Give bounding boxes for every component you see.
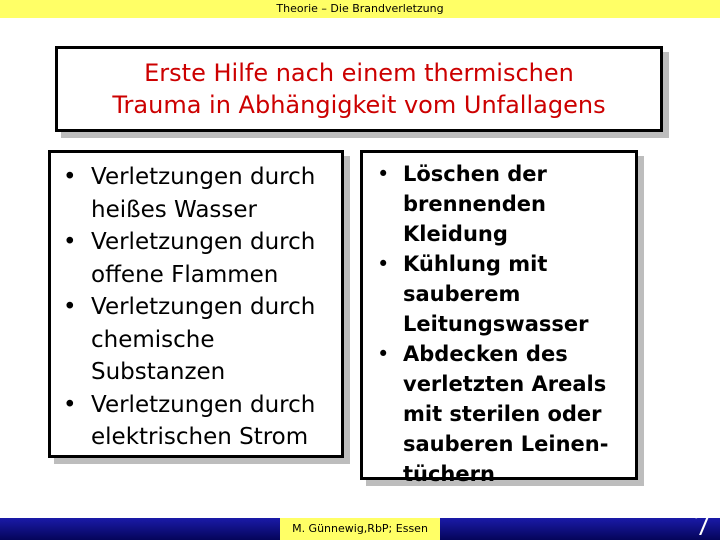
list-item-line: Löschen der bbox=[403, 162, 547, 186]
list-item bbox=[369, 159, 629, 249]
page-number: 7 bbox=[692, 508, 712, 543]
list-item-line: Leitungswasser bbox=[403, 312, 589, 336]
list-item-line: Verletzungen durch bbox=[91, 391, 316, 418]
list-item bbox=[59, 226, 335, 291]
list-item-line: chemische bbox=[91, 326, 215, 353]
bullet-icon: • bbox=[63, 294, 77, 320]
list-item-line: sauberem bbox=[403, 282, 521, 306]
list-item-line: Verletzungen durch bbox=[91, 229, 316, 255]
list-item-line: heißes Wasser bbox=[91, 196, 257, 223]
bullet-icon: • bbox=[377, 342, 390, 366]
bullet-icon: • bbox=[63, 391, 77, 418]
slide-title-line-2: Trauma in Abhängigkeit vom Unfallagens bbox=[112, 91, 606, 119]
list-item-line: offene Flammen bbox=[91, 261, 279, 288]
list-item-line: Verletzungen durch bbox=[91, 164, 316, 190]
causes-box bbox=[48, 150, 344, 458]
first-aid-box bbox=[360, 150, 638, 486]
bullet-icon: • bbox=[377, 252, 390, 276]
first-aid-list bbox=[363, 153, 635, 489]
list-item-line: elektrischen Strom bbox=[91, 424, 309, 450]
bullet-icon: • bbox=[377, 162, 390, 186]
list-item bbox=[59, 291, 335, 389]
list-item-line: Kleidung bbox=[403, 222, 508, 246]
header-title: Theorie – Die Brandverletzung bbox=[276, 2, 444, 15]
footer-author: M. Günnewig,RbP; Essen bbox=[280, 518, 440, 540]
list-item-line: Verletzungen durch bbox=[91, 294, 316, 320]
list-item-line: Abdecken des bbox=[403, 342, 568, 366]
list-item bbox=[59, 161, 335, 226]
list-item-line: brennenden bbox=[403, 192, 546, 216]
causes-list bbox=[51, 153, 341, 454]
list-item bbox=[59, 389, 335, 454]
list-item bbox=[369, 339, 629, 489]
list-item-line: mit sterilen oder bbox=[403, 402, 602, 426]
list-item-line: sauberen Leinen- bbox=[403, 432, 609, 456]
bullet-icon: • bbox=[63, 164, 77, 190]
slide-title-box bbox=[55, 46, 663, 132]
slide-title bbox=[112, 57, 605, 121]
bullet-icon: • bbox=[63, 229, 77, 255]
slide-title-line-1: Erste Hilfe nach einem thermischen bbox=[144, 59, 574, 87]
list-item-line: tüchern bbox=[403, 462, 495, 486]
list-item-line: Substanzen bbox=[91, 359, 226, 385]
list-item-line: Kühlung mit bbox=[403, 252, 548, 276]
list-item bbox=[369, 249, 629, 339]
list-item-line: verletzten Areals bbox=[403, 372, 607, 396]
slide-header bbox=[0, 0, 720, 18]
